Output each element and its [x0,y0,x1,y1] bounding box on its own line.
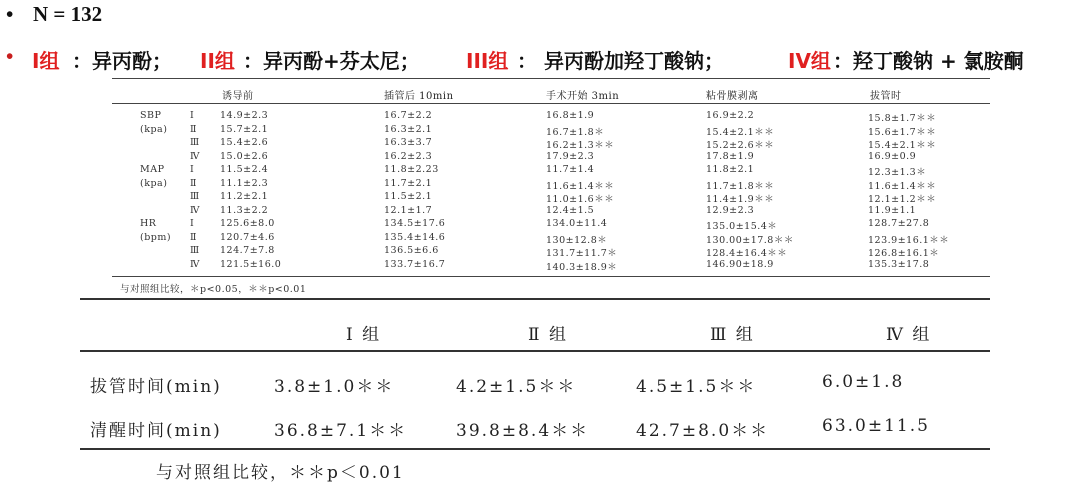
table-cell: 124.7±7.8 [220,245,275,256]
group-3-label: III组 [466,49,509,73]
table-cell: 135.3±17.8 [868,258,930,270]
table-cell: 16.7±2.2 [384,110,433,121]
table-cell: 126.8±16.1＊ [868,248,940,259]
table-cell: 11.8±2.1 [706,164,755,175]
table-cell: 4.2±1.5＊＊ [456,377,577,397]
table-cell: 120.7±4.6 [220,231,275,243]
recovery-table [80,298,990,494]
group-1-label: I组 [32,49,60,73]
group-2-label: II组 [200,49,235,73]
table-cell: 130±12.8＊ [546,234,608,246]
table-rule-bottom [112,276,990,277]
table-cell: 15.0±2.6 [220,150,269,162]
row-label: 清醒时间(min) [90,421,222,441]
row-group-label: I [190,110,195,121]
table-cell: 16.2±1.3＊＊ [546,140,615,151]
table-cell: 11.1±2.3 [220,177,269,189]
table-cell: 11.7±1.4 [546,164,595,175]
row-group-label: I [190,218,195,229]
table-cell: 17.8±1.9 [706,150,755,162]
group-3-desc: ： 异丙酚加羟丁酸钠； [517,49,724,73]
table-rule-header [80,350,990,352]
table-cell: 16.9±2.2 [706,110,755,121]
table-footnote: 与对照组比较，＊＊p＜0.01 [156,463,405,483]
table-cell: 123.9±16.1＊＊ [868,234,950,246]
column-header: 粘骨膜剥离 [706,91,759,102]
table-cell: 36.8±7.1＊＊ [274,421,408,441]
column-header: I 组 [346,325,382,345]
group-2-desc: ：异丙酚+芬太尼； [243,49,420,73]
column-header: 诱导前 [222,91,254,102]
table-cell: 15.6±1.7＊＊ [868,126,937,138]
table-cell: 11.0±1.6＊＊ [546,194,615,205]
table-cell: 131.7±11.7＊ [546,248,618,259]
sample-size-line [0,2,200,28]
column-header: Ⅳ 组 [886,325,932,345]
table-cell: 146.90±18.9 [706,258,774,270]
table-cell: 16.3±3.7 [384,137,433,148]
table-cell: 128.4±16.4＊＊ [706,248,788,259]
row-measure-label: MAP [140,164,165,175]
column-header: 手术开始 3min [546,91,620,102]
table-rule-bottom [80,448,990,450]
table-cell: 11.3±2.2 [220,204,269,216]
row-measure-label: (bpm) [140,231,172,243]
table-cell: 11.9±1.1 [868,204,917,216]
group-4-desc: ：羟丁酸钠 + 氯胺酮 [833,49,1024,73]
row-measure-label: (kpa) [140,177,168,189]
table-cell: 16.7±1.8＊ [546,126,605,138]
table-cell: 16.9±0.9 [868,150,917,162]
table-cell: 6.0±1.8 [822,372,905,392]
table-cell: 128.7±27.8 [868,218,930,229]
table-cell: 135.0±15.4＊ [706,221,778,232]
table-cell: 15.8±1.7＊＊ [868,113,937,124]
table-cell: 11.7±1.8＊＊ [706,180,775,192]
table-rule-header [112,103,990,104]
table-cell: 133.7±16.7 [384,258,446,270]
table-cell: 15.2±2.6＊＊ [706,140,775,151]
group-1-desc: ：异丙酚； [72,49,172,73]
table-cell: 12.9±2.3 [706,204,755,216]
bullet-icon: • [6,44,14,68]
table-cell: 12.4±1.5 [546,204,595,216]
table-cell: 15.4±2.1＊＊ [868,140,937,151]
table-cell: 11.4±1.9＊＊ [706,194,775,205]
table-cell: 39.8±8.4＊＊ [456,421,590,441]
column-header: Ⅱ 组 [528,325,568,345]
row-group-label: Ⅱ [190,231,197,243]
table-cell: 12.3±1.3＊ [868,167,927,178]
table-footnote: 与对照组比较，＊p<0.05，＊＊p<0.01 [120,284,307,295]
row-group-label: Ⅱ [190,123,197,135]
bullet-icon: • [6,2,14,26]
table-rule-top [80,298,990,300]
table-cell: 130.00±17.8＊＊ [706,234,794,246]
table-cell: 4.5±1.5＊＊ [636,377,757,397]
table-cell: 12.1±1.7 [384,204,433,216]
row-group-label: Ⅱ [190,177,197,189]
table-cell: 134.5±17.6 [384,218,446,229]
table-cell: 11.6±1.4＊＊ [868,180,937,192]
table-cell: 136.5±6.6 [384,245,439,256]
table-cell: 17.9±2.3 [546,150,595,162]
row-group-label: I [190,164,195,175]
sample-size-text: N = 132 [33,2,103,26]
table-cell: 11.6±1.4＊＊ [546,180,615,192]
table-cell: 42.7±8.0＊＊ [636,421,770,441]
table-cell: 16.2±2.3 [384,150,433,162]
row-group-label: Ⅳ [190,258,200,270]
table-cell: 16.3±2.1 [384,123,433,135]
table-cell: 121.5±16.0 [220,258,282,270]
row-measure-label: HR [140,218,157,229]
column-header: 拔管时 [870,91,902,102]
table-cell: 11.8±2.23 [384,164,439,175]
table-cell: 134.0±11.4 [546,218,608,229]
table-cell: 140.3±18.9＊ [546,261,618,273]
table-cell: 11.5±2.4 [220,164,269,175]
row-group-label: Ⅲ [190,191,200,202]
column-header: Ⅲ 组 [710,325,755,345]
row-group-label: Ⅳ [190,150,200,162]
groups-line [0,45,1080,75]
table-cell: 125.6±8.0 [220,218,275,229]
table-cell: 135.4±14.6 [384,231,446,243]
group-4-label: IV组 [788,49,831,73]
row-measure-label: (kpa) [140,123,168,135]
table-rule-top [112,78,990,79]
table-cell: 11.5±2.1 [384,191,433,202]
table-cell: 63.0±11.5 [822,416,930,436]
row-group-label: Ⅲ [190,245,200,256]
table-cell: 15.7±2.1 [220,123,269,135]
table-cell: 16.8±1.9 [546,110,595,121]
table-cell: 15.4±2.6 [220,137,269,148]
column-header: 插管后 10min [384,91,454,102]
row-measure-label: SBP [140,110,162,121]
table-cell: 14.9±2.3 [220,110,269,121]
table-cell: 15.4±2.1＊＊ [706,126,775,138]
table-cell: 3.8±1.0＊＊ [274,377,395,397]
row-group-label: Ⅲ [190,137,200,148]
vitals-table [112,78,990,296]
table-cell: 12.1±1.2＊＊ [868,194,937,205]
table-cell: 11.2±2.1 [220,191,269,202]
row-label: 拔管时间(min) [90,377,222,397]
row-group-label: Ⅳ [190,204,200,216]
table-cell: 11.7±2.1 [384,177,433,189]
